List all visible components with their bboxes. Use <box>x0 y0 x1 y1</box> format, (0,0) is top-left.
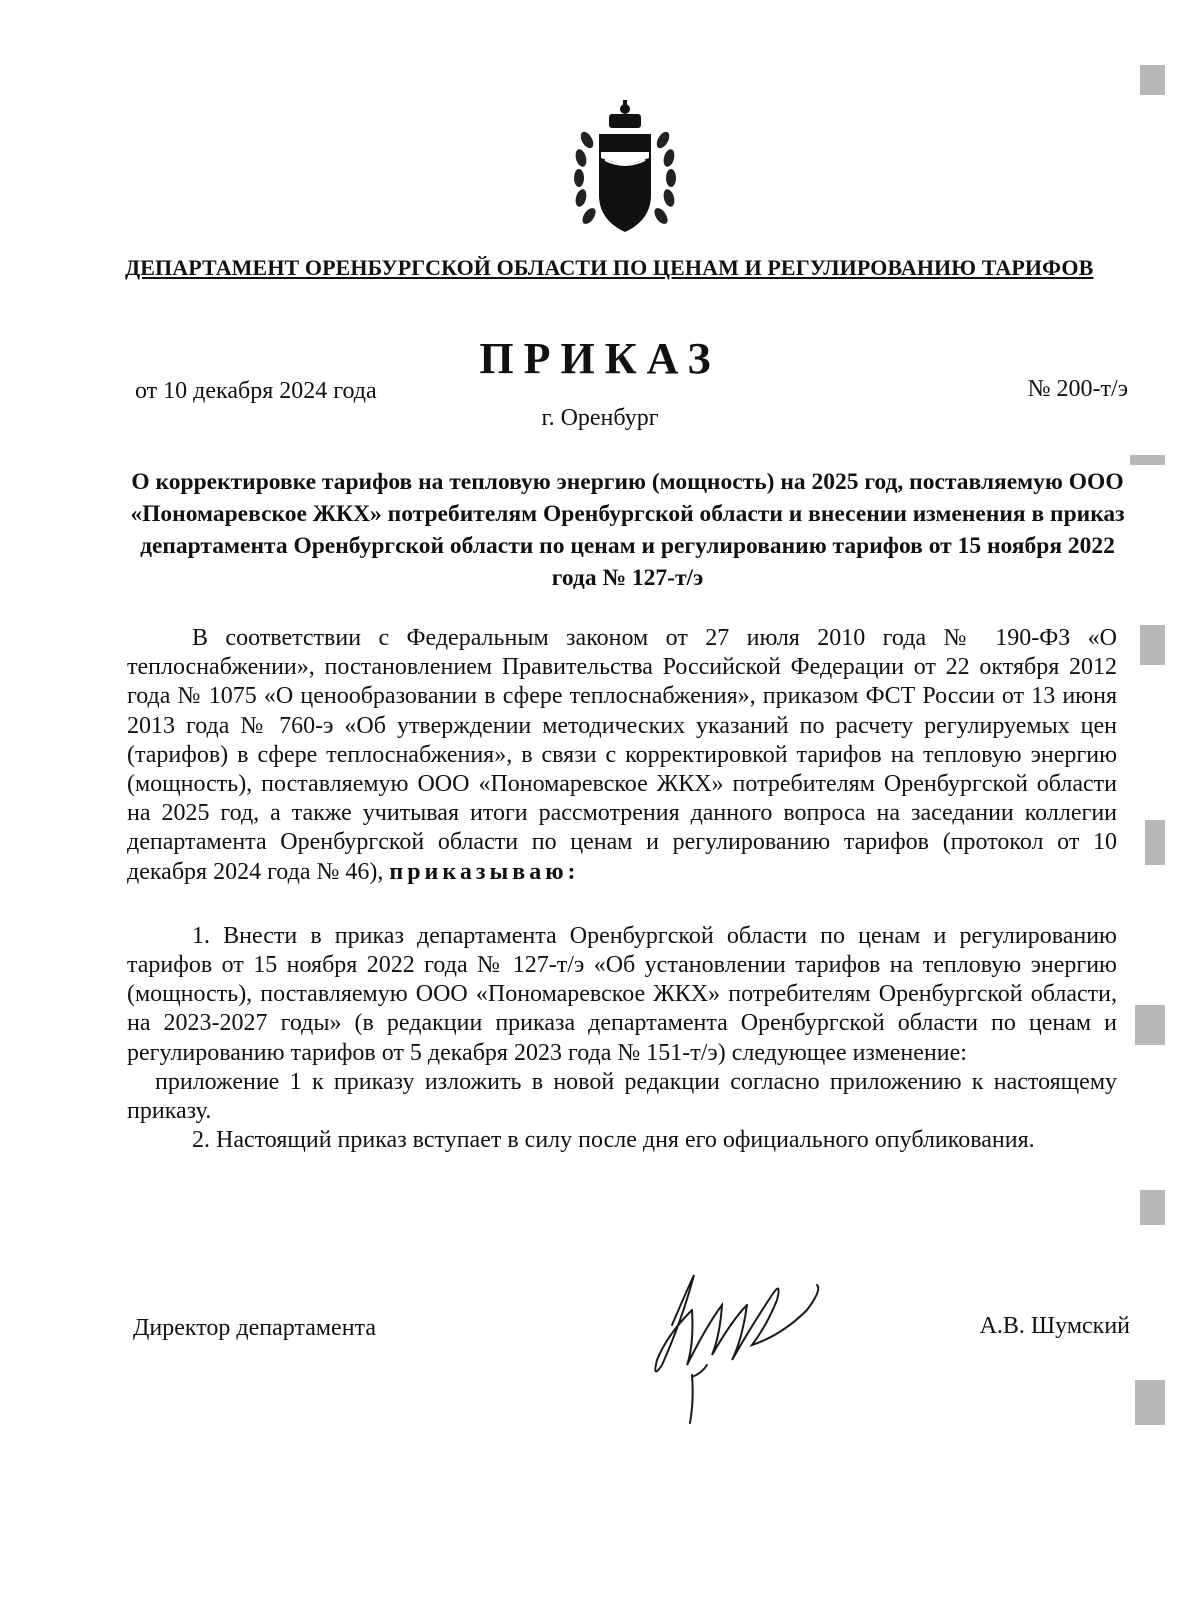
order-number: № 200-т/э <box>1027 376 1128 402</box>
order-subject: О корректировке тарифов на тепловую энергию (мощность) на 2025 год, поставляемую ООО «Пономаревское ЖКХ» потребителям Оренбургской области и внесении изменения в приказ департамента Оренбургской области по ценам и регулированию тарифов от 15 ноября 2022 года № 127-т/э <box>130 469 1125 591</box>
department-name: ДЕПАРТАМЕНТ ОРЕНБУРГСКОЙ ОБЛАСТИ ПО ЦЕНАМ И РЕГУЛИРОВАНИЮ ТАРИФОВ <box>125 255 1094 280</box>
decree-word: приказываю: <box>389 858 580 885</box>
signatory-name: А.В. Шумский <box>979 1313 1130 1339</box>
handwritten-signature-icon <box>632 1265 842 1425</box>
coat-of-arms-icon <box>565 100 685 240</box>
document-title: ПРИКАЗ <box>479 334 721 383</box>
preamble-paragraph <box>127 624 1117 887</box>
item-1: 1. Внести в приказ департамента Оренбургской области по ценам и регулированию тарифов от 15 ноября 2022 года № 127-т/э «Об установлении тарифов на тепловую энергию (мощность), поставляемую ООО «Пономаревское ЖКХ» потребителям Оренбургской области, на 2023-2027 годы» (в редакции приказа департамента Оренбургской области по ценам и регулированию тарифов от 5 декабря 2023 года № 151-т/э) следующее изменение: <box>127 922 1117 1066</box>
preamble-text: В соответствии с Федеральным законом от 27 июля 2010 года № 190-ФЗ «О теплоснабжении», постановлением Правительства Российской Федерации от 22 октября 2012 года № 1075 «О ценообразовании в сфере теплоснабжения», приказом ФСТ России от 13 июня 2013 года № 760-э «Об утверждении методических указаний по расчету регулируемых цен (тарифов) в сфере теплоснабжения», в связи с корректировкой тарифов на тепловую энергию (мощность), поставляемую ООО «Пономаревское ЖКХ» потребителям Оренбургской области на 2025 год, а также учитывая итоги рассмотрения данного вопроса на заседании коллегии департамента Оренбургской области по ценам и регулированию тарифов (протокол от 10 декабря 2024 года № 46), <box>127 625 1117 885</box>
scan-noise <box>1125 60 1185 1460</box>
item-2: 2. Настоящий приказ вступает в силу после дня его официального опубликования. <box>192 1127 1035 1154</box>
order-body <box>127 624 1117 1155</box>
order-city: г. Оренбург <box>541 405 659 431</box>
order-date: от 10 декабря 2024 года <box>135 378 377 404</box>
item-1-subparagraph: приложение 1 к приказу изложить в новой редакции согласно приложению к настоящему приказу. <box>127 1068 1117 1125</box>
signatory-position: Директор департамента <box>133 1315 376 1341</box>
